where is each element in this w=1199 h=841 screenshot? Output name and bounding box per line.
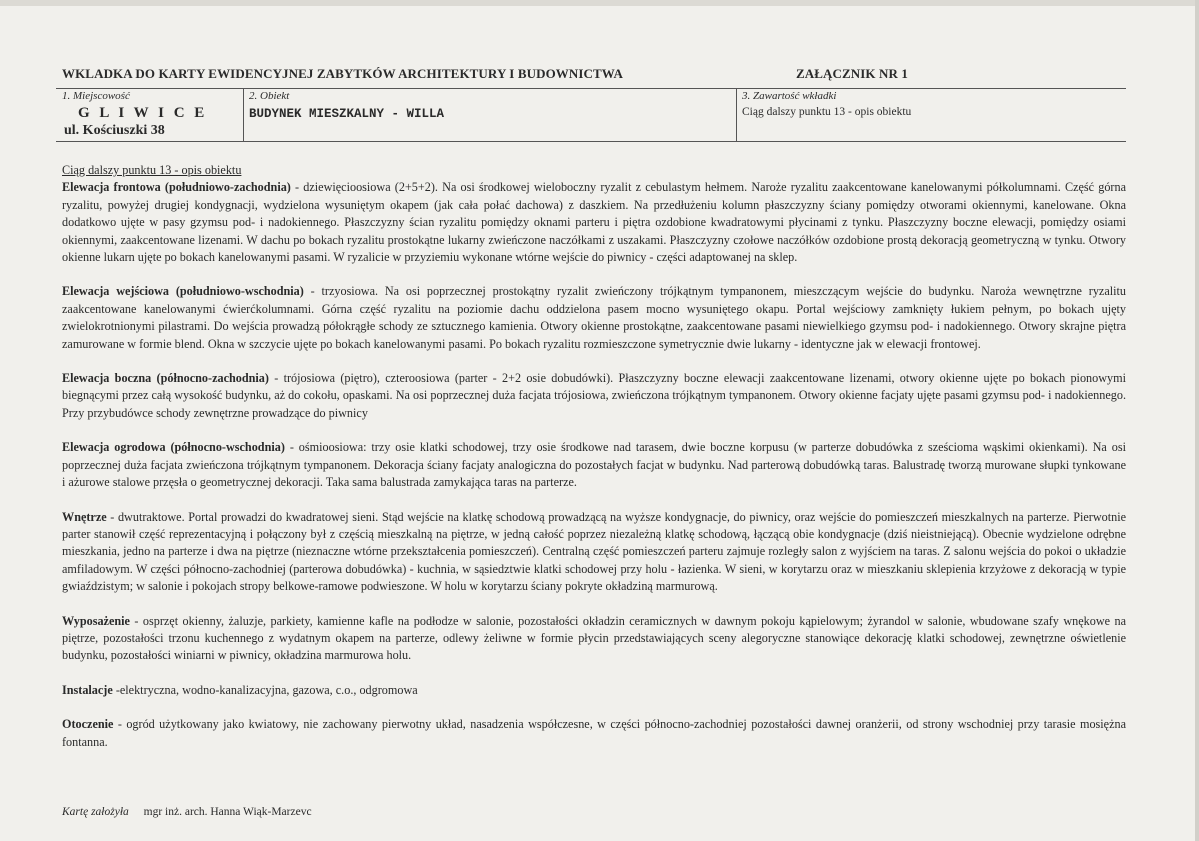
document-title: WKLADKA DO KARTY EWIDENCYJNEJ ZABYTKÓW ARCHITEKTURY I BUDOWNICTWA [62, 66, 623, 81]
section-garden-elevation [62, 439, 1126, 491]
field-locality [56, 89, 244, 141]
field-content-label: 3. Zawartość wkładki [742, 90, 837, 102]
signature-label: Kartę założyła [62, 806, 129, 818]
section-equipment [62, 613, 1126, 665]
section-entrance-elevation [62, 283, 1126, 353]
field-locality-street: ul. Kościuszki 38 [64, 123, 165, 138]
field-locality-city: G L I W I C E [78, 105, 208, 121]
field-content-value: Ciąg dalszy punktu 13 - opis obiektu [742, 106, 912, 118]
section-text: - osprzęt okienny, żaluzje, parkiety, kamienne kafle na podłodze w salonie, pozostałości okładzin ceramicznych w dawnym pokoju kąpielowym; żyrandol w salonie, wbudowane szafy wnękowe na piętrze, pozostałości trzonu kuchennego z wydatnym okapem na parterze, odlewy żeliwne w formie płycin przedstawiających sceny alegoryczne stanowiące dekorację klatki schodowej, zewnętrzne oświetlenie budynku, pozostałości winiarni w piwnicy, okładzina marmurowa holu. [62, 613, 1126, 663]
section-text: - ogród użytkowany jako kwiatowy, nie zachowany pierwotny układ, nasadzenia współczesne, w części północno-zachodniej pozostałości dawnej oranżerii, od strony wschodniej przy tarasie mosiężna fontanna. [62, 717, 1126, 749]
section-heading: Elewacja boczna (północno-zachodnia) [62, 371, 269, 386]
section-front-elevation [62, 179, 1126, 266]
section-heading: Wnętrze [62, 509, 107, 524]
fields-table [56, 88, 1126, 142]
field-locality-label: 1. Miejscowość [62, 90, 130, 102]
annex-label: ZAŁĄCZNIK NR 1 [796, 66, 908, 81]
section-heading: Otoczenie [62, 717, 114, 732]
section-heading: Wyposażenie [62, 613, 130, 628]
section-text: -elektryczna, wodno-kanalizacyjna, gazowa, c.o., odgromowa [112, 682, 418, 697]
section-interior [62, 509, 1126, 596]
section-heading: Elewacja frontowa (południowo-zachodnia) [62, 180, 291, 195]
field-object [243, 89, 737, 141]
section-text: - dziewięcioosiowa (2+5+2). Na osi środkowej wieloboczny ryzalit z cebulastym hełmem. Naroże ryzalitu zaakcentowane kanelowanymi półkolumnami. Część górna ryzalitu, powyżej drugiej kondygnacji, wydzielona wysuniętym okapem (jak cała połać dachowa) z daszkiem. Na przedłużeniu kolumn płaszczyzny ściany pomiędzy otworami okiennymi, kanelowane. Okna dodatkowo ujęte w pasy gzymsu pod- i nadokiennego. Płaszczyzny ścian ryzalitu pomiędzy oknami parteru i piętra ozdobione kwadratowymi płycinami z tynku. Płaszczyzny boczne elewacji, pomiędzy osiami okiennymi, zaakcentowane lizenami. W dachu po bokach ryzalitu prostokątne lukarny zwieńczone naczółkami z uszakami. Płaszczyzny czołowe naczółków ozdobione prostą dekoracją geometryczną w tynku. Otwory okienne lukarn ujęte po bokach kanelowanymi pasami. W ryzalicie w przyziemiu wykonane wtórne wejście do piwnicy - części adaptowanej na sklep. [62, 180, 1126, 265]
section-installations [62, 682, 1126, 699]
description-subtitle: Ciąg dalszy punktu 13 - opis obiektu [62, 163, 242, 177]
section-text: - trójosiowa (piętro), czteroosiowa (parter - 2+2 osie dobudówki). Płaszczyzny boczne elewacji zaakcentowane lizenami, otwory okienne ujęte po bokach pionowymi biegnącymi przez całą wysokość budynku, aż do cokołu, opaskami. Na osi poprzecznej duża facjata trójosiowa, zwieńczona trójkątnym tympanonem. Otwory okienne facjaty ujęte pasami gzymsu pod- i nadokiennego. Przy przybudówce schody zewnętrzne prowadzące do piwnicy [62, 371, 1126, 420]
signature-name: mgr inż. arch. Hanna Wiąk-Marzevc [143, 806, 312, 818]
field-object-value: BUDYNEK MIESZKALNY - WILLA [249, 107, 445, 121]
scan-edge-right [1195, 0, 1199, 841]
section-text: - trzyosiowa. Na osi poprzecznej prostokątny ryzalit zwieńczony trójkątnym tympanonem, mieszczącym wejście do budynku. Naroża wewnętrzne ryzalitu zaakcentowane kanelowanymi ćwierćkolumnami. Górna część ryzalitu na poziomie dachu oddzielona pasem mocno wysuniętego okapu. Portal wejściowy zamknięty łukiem pełnym, po bokach ujęty zwielokrotnionymi pilastrami. Do wejścia prowadzą półokrągłe schody ze sztucznego kamienia. Otwory okienne prostokątne, zaakcentowane pasami niewielkiego gzymsu pod- i nadokiennego. Otwory skrajne piętra zamurowane w formie blend. Okna w szczycie ujęte po bokach kanelowanymi pasami. Po bokach ryzalitu rozmieszczone symetrycznie dwie lukarny - identyczne jak w elewacji frontowej. [62, 284, 1126, 351]
scan-edge-top [0, 0, 1199, 6]
field-content [736, 89, 1126, 141]
signature-line [62, 806, 312, 818]
section-heading: Elewacja ogrodowa (północno-wschodnia) [62, 440, 285, 455]
section-surroundings [62, 716, 1126, 751]
section-side-elevation [62, 370, 1126, 422]
document-header [62, 66, 1126, 82]
section-text: - ośmioosiowa: trzy osie klatki schodowej, trzy osie środkowe nad tarasem, dwie boczne korpusu (w parterze dobudówka z sześcioma wąskimi okienkami). Na osi poprzecznej duża facjata zwieńczona trójkątnym tympanonem. Dekoracja ściany facjaty analogiczna do pozostałych facjat w budynku. Nad parterową dobudówką taras. Balustradę tworzą murowane słupki tynkowane i ażurowe stalowe przęsła o geometrycznej dekoracji. Taka sama balustrada zamykająca taras na parterze. [62, 440, 1126, 490]
description-body [62, 162, 1126, 768]
section-heading: Instalacje [62, 682, 113, 697]
field-object-label: 2. Obiekt [249, 90, 290, 102]
section-heading: Elewacja wejściowa (południowo-wschodnia) [62, 284, 304, 299]
section-text: - dwutraktowe. Portal prowadzi do kwadratowej sieni. Stąd wejście na klatkę schodową prowadzącą na wyższe kondygnacje, do piwnicy, oraz wejście do pomieszczeń mieszkalnych na parterze. Pierwotnie parter stanowił część reprezentacyjną i połączony był z częścią mieszkalną na piętrze, w jedną całość poprzez niezależną klatkę schodową, łączącą obie kondygnacje (dziś nieistniejącą). Obecnie wydzielone odrębne mieszkania, jedno na parterze i dwa na piętrze (nieznaczne wtórne przekształcenia pomieszczeń). Centralną część pomieszczeń parteru zajmuje rozległy salon z wyjściem na taras. Z salonu wejścia do pokoi o układzie amfiladowym. W części północno-zachodniej (parterowa dobudówka) - kuchnia, w sąsiedztwie klatki schodowej przy holu - łazienka. W sieni, w korytarzu oraz w mieszkaniu sklepienia krzyżowe z dekoracją w typie gwiaździstym; w salonie i pokojach stropy belkowe-ramowe podwieszone. W holu w korytarzu ściany pokryte okładziną marmurową. [62, 509, 1126, 594]
